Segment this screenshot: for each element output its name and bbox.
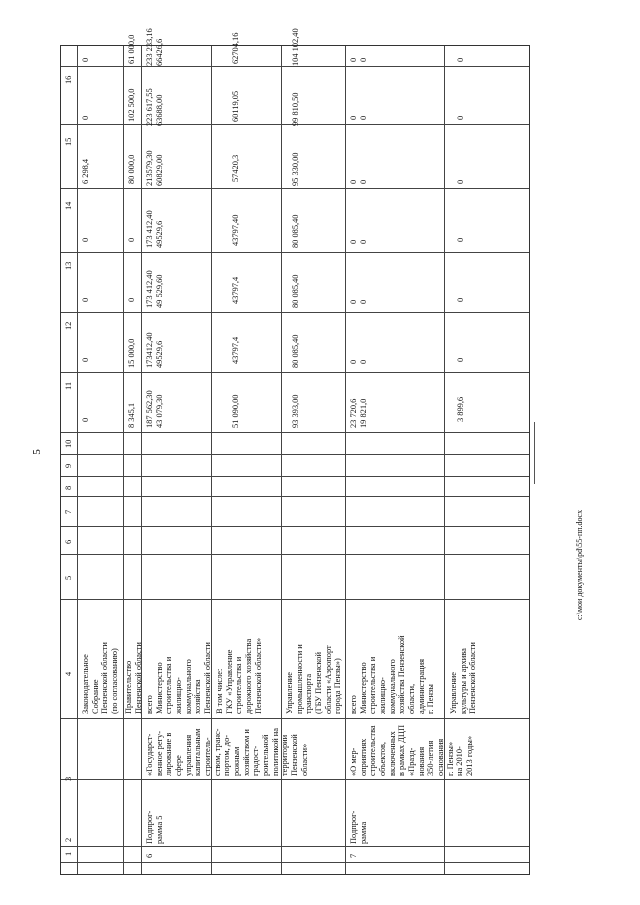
row-0-executor: Законодательное Собрание Пензенской области (по согласованию) (81, 642, 119, 714)
row-5-title: «О мер- оприятиях строительства объектов, включенных в рамках ДЦП «Празд- нования 350-летия основания г. Пензы» на 2010- 2013 годы» (349, 724, 474, 776)
row-5-col14: 0 0 (349, 179, 368, 184)
column-header-15: 15 (64, 137, 73, 146)
row-4-col13: 80 085,40 (291, 214, 300, 248)
row-1-col14: 80 000,0 (127, 154, 136, 184)
grid-line (141, 46, 142, 874)
row-4-col14: 95 330,00 (291, 152, 300, 186)
row-2-subprogram: Подпрог- рамма 5 (145, 810, 164, 844)
row-5-col10: 23 720,6 19 821,0 (349, 398, 368, 428)
row-6-col10: 3 899,6 (456, 396, 465, 422)
row-5-col13: 0 0 (349, 239, 368, 244)
row-6-executor: Управление культуры и архива Пензенской области (449, 642, 478, 714)
footer-file-path: c:\мои документы\рd\55-пп.docx (575, 509, 584, 620)
row-2-col10: 187 562,30 43 079,30 (145, 390, 164, 428)
row-2-col14: 213579,30 60829,00 (145, 150, 164, 186)
column-header-1: 1 (64, 851, 73, 856)
row-2-col11: 173412,40 49529,6 (145, 332, 164, 368)
row-1-col16: 61 000,0 (127, 34, 136, 64)
column-header-7: 7 (64, 509, 73, 514)
row-2-col15: 223 617,55 63688,00 (145, 88, 164, 126)
row-2-col12: 173 412,40 49 529,60 (145, 270, 164, 308)
grid-line (61, 454, 529, 455)
column-header-10: 10 (64, 439, 73, 448)
row-4-col12: 80 085,40 (291, 274, 300, 308)
row-6-col15: 0 (456, 115, 465, 120)
row-0-col16: 0 (81, 57, 90, 62)
column-header-14: 14 (64, 201, 73, 210)
row-5-col15: 0 0 (349, 115, 368, 120)
column-header-11: 11 (64, 381, 73, 390)
separator-line (534, 422, 535, 484)
row-2-col16: 233 233,16 66426,6 (145, 28, 164, 66)
row-3-col15: 60119,05 (231, 90, 240, 122)
row-6-col16: 0 (456, 57, 465, 62)
column-header-6: 6 (64, 539, 73, 544)
row-2-title: «Государст- венное регу- лирование в сфере управления капитальным строитель- ством, транс- портом, до- рожным хозяйством и градост- роительной политикой на территории Пензенской области» (145, 728, 309, 776)
row-3-col10: 51 090,00 (231, 394, 240, 428)
row-5-executor: всего Министерство строительства и жилищно- коммунального хозяйства Пензенской области, администрация г. Пензы (349, 635, 436, 714)
column-header-13: 13 (64, 261, 73, 270)
grid-line (123, 46, 124, 874)
row-3-executor: В том числе: ГКУ «Управление строительства и дорожного хозяйства Пензенской области» (215, 637, 263, 714)
row-3-col13: 43797,40 (231, 214, 240, 246)
row-3-col16: 62704,16 (231, 32, 240, 64)
row-5-col12: 0 0 (349, 299, 368, 304)
row-3-col11: 43797,4 (231, 336, 240, 364)
row-1-col11: 15 000,0 (127, 338, 136, 368)
grid-line (61, 862, 529, 863)
row-0-col12: 0 (81, 297, 90, 302)
row-5-subprogram: Подпрог- рамма (349, 810, 368, 844)
grid-line (61, 252, 529, 253)
row-0-col15: 0 (81, 115, 90, 120)
column-header-3: 3 (64, 776, 73, 781)
row-0-col11: 0 (81, 357, 90, 362)
row-4-col15: 99 810,50 (291, 92, 300, 126)
row-4-col16: 104 102,40 (291, 28, 300, 66)
column-header-12: 12 (64, 321, 73, 330)
grid-line (61, 476, 529, 477)
grid-line (345, 46, 346, 874)
row-4-executor: Управление промышленности и транспорта (ГБУ Пензенской области «Аэропорт города Пензы») (285, 644, 343, 714)
column-header-9: 9 (64, 463, 73, 468)
row-6-col14: 0 (456, 179, 465, 184)
grid-line (61, 776, 529, 781)
grid-line (61, 526, 529, 527)
column-header-4: 4 (64, 671, 73, 676)
row-5-col16: 0 0 (349, 57, 368, 62)
row-0-col14: 6 298,4 (81, 158, 90, 184)
row-6-col12: 0 (456, 297, 465, 302)
row-6-col13: 0 (456, 237, 465, 242)
row-2-col13: 173 412,40 49529,6 (145, 210, 164, 248)
row-4-col10: 93 393,00 (291, 394, 300, 428)
grid-line (61, 554, 529, 555)
page-number: 5 (30, 449, 43, 455)
grid-line (61, 496, 529, 497)
grid-line (61, 188, 529, 189)
row-4-col11: 80 085,40 (291, 334, 300, 368)
grid-line (61, 312, 529, 313)
row-1-executor: Правительство Пензенской области (124, 642, 143, 714)
row-1-col13: 0 (127, 237, 136, 242)
row-6-col11: 0 (456, 357, 465, 362)
row-5-number: 7 (349, 853, 358, 858)
grid-line (61, 432, 529, 433)
row-3-col14: 57420,3 (231, 154, 240, 182)
grid-line (77, 46, 78, 874)
grid-line (61, 846, 529, 847)
row-5-col11: 0 0 (349, 359, 368, 364)
column-header-2: 2 (64, 837, 73, 842)
row-0-col10: 0 (81, 417, 90, 422)
row-2-executor: всего Министерство строительства и жилищно- коммунального хозяйства Пензенской области (145, 642, 212, 714)
grid-line (61, 372, 529, 373)
row-2-number: 6 (145, 853, 154, 858)
row-1-col12: 0 (127, 297, 136, 302)
row-0-col13: 0 (81, 237, 90, 242)
row-1-col10: 8 345,1 (127, 402, 136, 428)
column-header-5: 5 (64, 575, 73, 580)
row-3-col12: 43797,4 (231, 276, 240, 304)
column-header-8: 8 (64, 485, 73, 490)
grid-line (61, 66, 529, 67)
budget-table (60, 28, 530, 875)
row-1-col15: 102 500,0 (127, 88, 136, 122)
grid-line (61, 599, 529, 600)
column-header-16: 16 (64, 75, 73, 84)
grid-line (61, 718, 529, 719)
